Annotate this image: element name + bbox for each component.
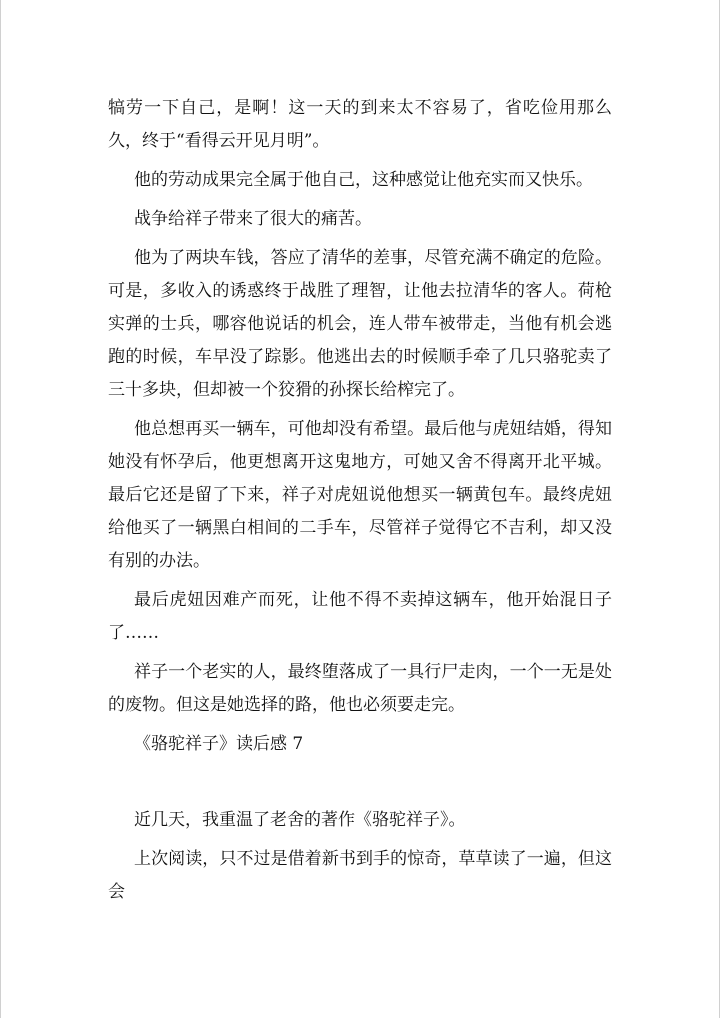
page-edge-left <box>0 0 1 1018</box>
section-title: 《骆驼祥子》读后感 7 <box>134 734 304 754</box>
paragraph-1: 犒劳一下自己，是啊！这一天的到来太不容易了，省吃俭用那么久，终于“看得云开见月明”。 <box>108 98 612 151</box>
paragraph-4: 他为了两块车钱，答应了清华的差事，尽管充满不确定的危险。可是，多收入的诱惑终于战胜了理智，让他去拉清华的客人。荷枪实弹的士兵，哪容他说话的机会，连人带车被带走，当他有机会逃跑的时候，车早没了踪影。他逃出去的时候顺手牵了几只骆驼卖了三十多块，但却被一个狡猾的孙探长给榨完了。 <box>108 248 612 400</box>
paragraph-3: 战争给祥子带来了很大的痛苦。 <box>134 209 372 229</box>
blank-line <box>108 761 612 804</box>
document-body <box>108 92 612 915</box>
paragraph-9: 上次阅读，只不过是借着新书到手的惊奇，草草读了一遍，但这会 <box>108 849 612 902</box>
paragraph-5: 他总想再买一辆车，可他却没有希望。最后他与虎妞结婚，得知她没有怀孕后，他更想离开这鬼地方，可她又舍不得离开北平城。最后它还是留了下来，祥子对虎妞说他想买一辆黄包车。最终虎妞给他买了一辆黑白相间的二手车，尽管祥子觉得它不吉利，却又没有别的办法。 <box>108 419 612 571</box>
paragraph-8: 近几天，我重温了老舍的著作《骆驼祥子》。 <box>134 810 466 830</box>
paragraph-6: 最后虎妞因难产而死，让他不得不卖掉这辆车，他开始混日子了…… <box>108 590 612 643</box>
paragraph-2: 他的劳动成果完全属于他自己，这种感觉让他充实而又快乐。 <box>134 170 593 190</box>
paragraph-7: 祥子一个老实的人，最终堕落成了一具行尸走肉，一个一无是处的废物。但这是她选择的路，他也必须要走完。 <box>108 662 612 715</box>
